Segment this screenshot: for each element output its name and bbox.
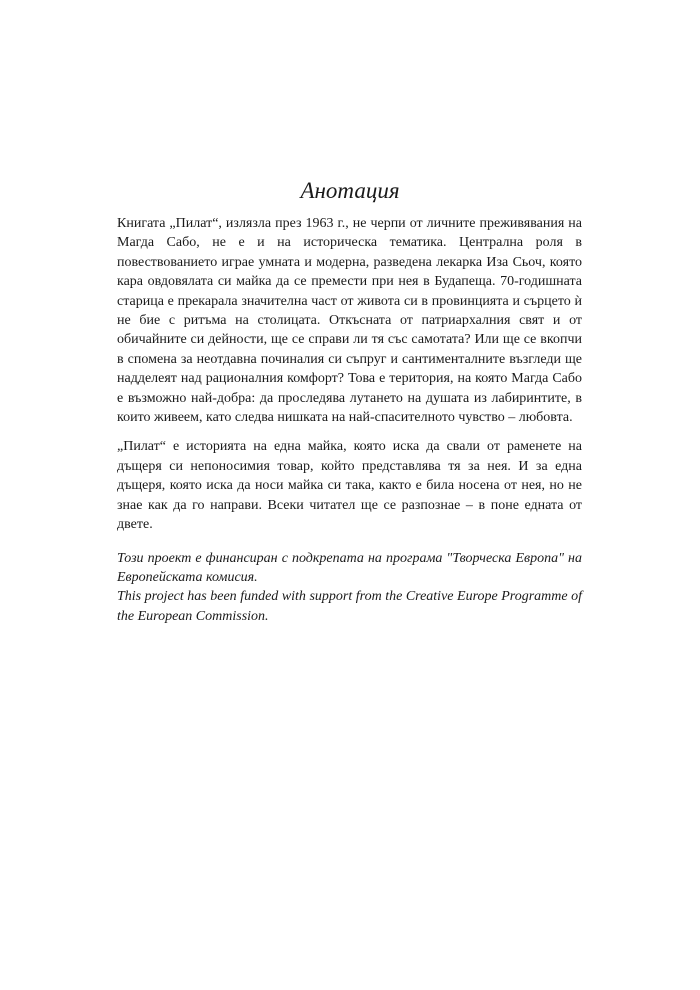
- annotation-paragraph-1: Книгата „Пилат“, излязла през 1963 г., не черпи от личните преживявания на Магда Сабо, не е и на историческа тематика. Централна роля в повествованието играе умната и модерна, разведена лекарка Иза Сьоч, която кара овдовялата си майка да се премести при нея в Будапеща. 70-годишната старица е прекарала значителна част от живота си в провинцията и сърцето ѝ не бие с ритъма на столицата. Откъсната от патриархалния свят и от обичайните си дейности, ще се справи ли тя със самотата? Или ще се вкопчи в спомена за неотдавна починалия си съпруг и сантименталните възгледи ще надделеят над рационалния комфорт? Това е територия, на която Магда Сабо е възможно най-добра: да проследява лутането на душата из лабиринтите, в които живеем, като следва нишката на най-спасителното чувство – любовта.: [117, 216, 582, 426]
- page-title: Анотация: [300, 178, 400, 203]
- annotation-paragraph-2: „Пилат“ е историята на една майка, която иска да свали от раменете на дъщеря си непоносимия товар, който представлява тя за нея. И за една дъщеря, която иска да носи майка си така, както е била носена от нея, но не знае как да го направи. Всеки читател ще се разпознае – в поне едната от двете.: [117, 439, 582, 533]
- funding-note-en: This project has been funded with support from the Creative Europe Programme of the European Commission.: [117, 589, 582, 624]
- funding-note: [117, 549, 582, 627]
- funding-note-bg: Този проект е финансиран с подкрепата на програма "Творческа Европа" на Европейската комисия.: [117, 550, 582, 585]
- annotation-body: [117, 214, 582, 626]
